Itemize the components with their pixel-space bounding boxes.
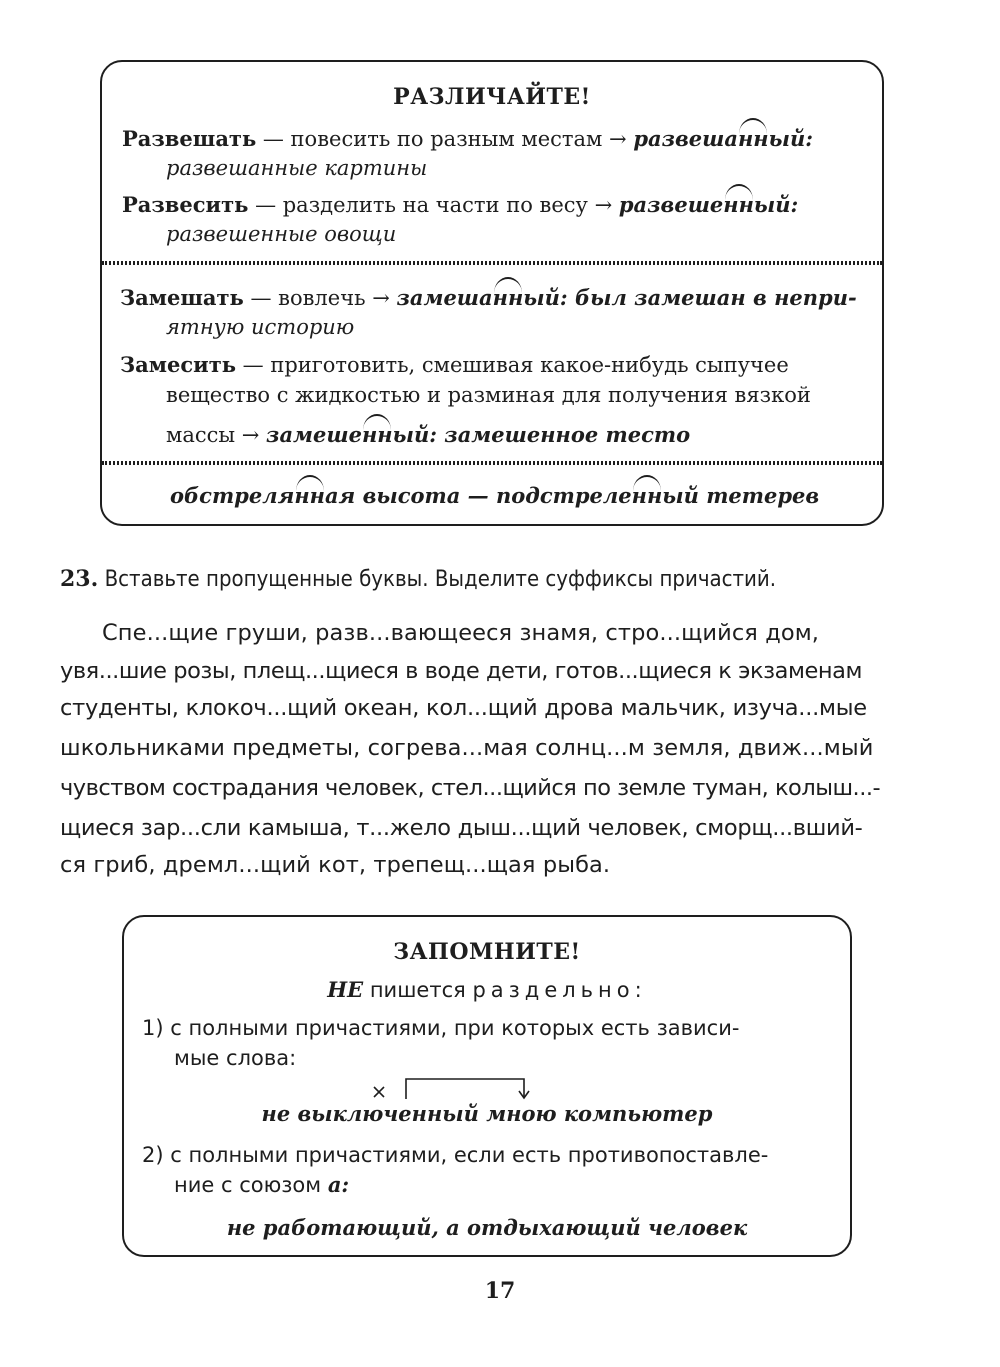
example-zameshat-cont: ятную историю — [166, 315, 355, 339]
exercise-line: ся гриб, дремл...щий кот, трепещ...щая рыба. — [60, 852, 611, 878]
dotted-separator — [102, 461, 882, 465]
exercise-line: увя...шие розы, плещ...щиеся в воде дети, готов...щиеся к экзаменам — [60, 658, 863, 684]
example-razvesit: развешенные овощи — [166, 222, 397, 246]
example-1: не выключенный мною компьютер — [261, 1101, 713, 1126]
remember-title: ЗАПОМНИТЕ! — [393, 939, 581, 965]
exercise-line: щиеся зар...сли камыша, т...жело дыш...щий человек, сморщ...вший- — [60, 815, 863, 841]
dependency-arrow-icon — [406, 1079, 524, 1099]
exercise-heading: 23. Вставьте пропущенные буквы. Выделите суффиксы причастий. — [60, 566, 777, 592]
entry-zamesit-line3: массы → замешенный: замешенное тесто — [166, 422, 691, 447]
dependency-arrow-diagram — [364, 1075, 544, 1103]
entry-razvesit: Развесить — разделить на части по весу → развешенный: — [122, 192, 799, 217]
rule-item-2-cont: ние с союзом а: — [174, 1172, 350, 1197]
dotted-separator — [102, 261, 882, 265]
rule-item-1-cont: мые слова: — [174, 1046, 297, 1070]
exercise-line: чувством сострадания человек, стел...щийся по земле туман, колыш...- — [60, 775, 881, 801]
exercise-line: студенты, клокоч...щий океан, кол...щий дрова мальчик, изуча...мые — [60, 695, 867, 721]
entry-zameshat: Замешать — вовлечь → замешанный: был замешан в непри- — [120, 285, 857, 310]
entry-zamesit-line2: вещество с жидкостью и разминая для получения вязкой — [166, 383, 811, 407]
distinguish-box — [100, 60, 884, 526]
rule-statement: НЕ пишется раздельно: — [327, 977, 647, 1002]
remember-box — [122, 915, 852, 1257]
example-2: не работающий, а отдыхающий человек — [226, 1215, 748, 1240]
exercise-line: школьниками предметы, согрева...мая солнц...м земля, движ...мый — [60, 735, 874, 761]
footer-example: обстрелянная высота — подстреленный тетерев — [170, 483, 820, 508]
entry-razveshat: Развешать — повесить по разным местам → развешанный: — [122, 126, 814, 151]
rule-item-1: 1) с полными причастиями, при которых есть зависи- — [142, 1016, 740, 1040]
exercise-line: Спе...щие груши, разв...вающееся знамя, стро...щийся дом, — [102, 620, 820, 646]
page-number: 17 — [484, 1278, 516, 1304]
rule-item-2: 2) с полными причастиями, если есть противопоставле- — [142, 1143, 769, 1167]
entry-zamesit: Замесить — приготовить, смешивая какое-нибудь сыпучее — [120, 352, 789, 377]
example-razveshat: развешанные картины — [166, 156, 428, 180]
distinguish-title: РАЗЛИЧАЙТЕ! — [393, 84, 591, 110]
